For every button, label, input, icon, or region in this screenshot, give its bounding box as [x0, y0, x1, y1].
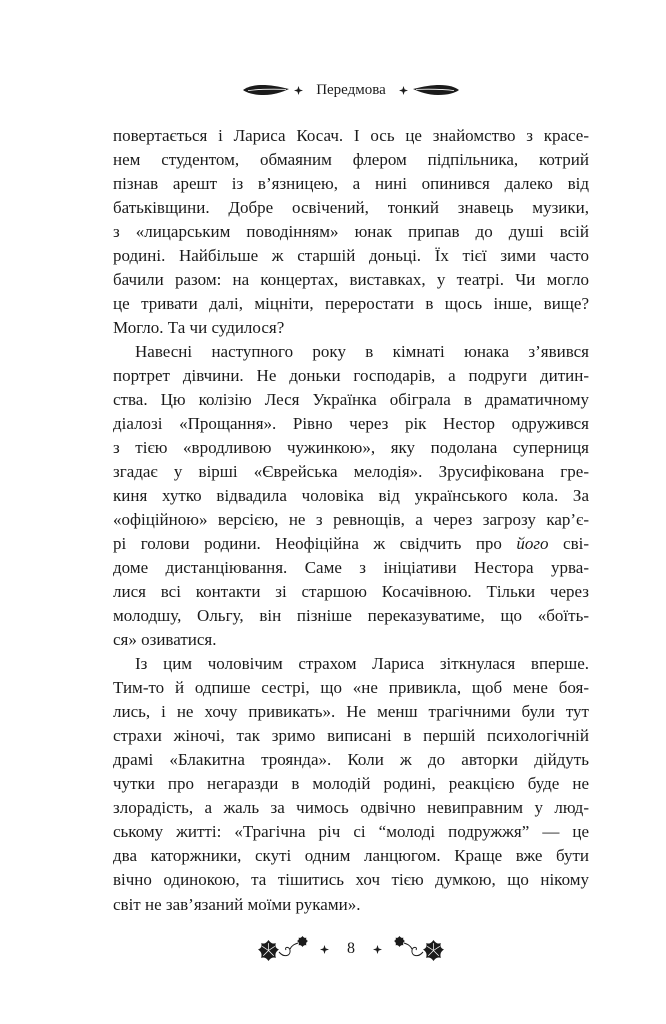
emphasis: його — [516, 534, 549, 554]
text-line: Тим-то й одпише сестрі, що «не привикла, щоб мене боя- — [113, 678, 589, 698]
text-segment: сві- — [548, 534, 589, 554]
text-line: родині. Найбільше ж старшій доньці. Їх тієї зими часто — [113, 246, 589, 266]
leaf-ornament-icon — [242, 83, 290, 97]
text-line: киня хутко відвадила чоловіка від українського кола. За — [113, 486, 589, 506]
star-ornament-icon — [294, 86, 303, 95]
running-header — [113, 80, 589, 100]
star-ornament-icon — [373, 945, 382, 954]
text-line: батьківщини. Добре освічений, тонкий знавець музики, — [113, 198, 589, 218]
text-line: ся» озиватися. — [113, 630, 217, 650]
text-line: лися всі контакти зі старшою Косачівною. Тільки через — [113, 582, 589, 602]
text-line: ства. Цю колізію Леся Українка обіграла в драматичному — [113, 390, 589, 410]
text-line: це тривати далі, міцніти, переростати в щось інше, вище? — [113, 294, 589, 314]
text-line: страхи жіночі, так зримо виписані в першій психологічній — [113, 726, 589, 746]
text-line: Із цим чоловічим страхом Лариса зіткнулася вперше. — [135, 654, 589, 674]
text-line: нем студентом, обмаяним флером підпільника, котрий — [113, 150, 589, 170]
page-number: 8 — [347, 940, 355, 957]
running-header-title: Передмова — [316, 82, 386, 98]
text-line: пізнав арешт із в’язницею, а нині опинився далеко від — [113, 174, 589, 194]
ivy-ornament-icon — [388, 936, 444, 962]
text-line: бачили разом: на концертах, виставках, у театрі. Чи могло — [113, 270, 589, 290]
text-line: з тією «вродливою чужинкою», яку подолана суперниця — [113, 438, 589, 458]
text-line: драмі «Блакитна троянда». Коли ж до авторки дійдуть — [113, 750, 589, 770]
text-line: чутки про негаразди в молодій родині, реакцією буде не — [113, 774, 589, 794]
paragraph — [113, 124, 589, 340]
ivy-ornament-icon — [258, 936, 314, 962]
text-line: з «лицарським поводінням» юнак припав до душі всій — [113, 222, 589, 242]
text-line: діалозі «Прощання». Рівно через рік Нестор одружився — [113, 414, 589, 434]
text-line: повертається і Лариса Косач. І ось це знайомство з красе- — [113, 126, 589, 145]
text-line — [113, 532, 589, 556]
page-footer — [113, 936, 589, 962]
star-ornament-icon — [320, 945, 329, 954]
star-ornament-icon — [399, 86, 408, 95]
text-line: злорадість, а жаль за чимось одвічно невиправним у люд- — [113, 798, 589, 818]
text-line: молодшу, Ольгу, він пізніше переказуватиме, що «боїть- — [113, 606, 589, 626]
text-line: ському житті: «Трагічна річ сі “молоді подружжя” — це — [113, 822, 589, 842]
text-line: згадає у вірші «Єврейська мелодія». Зрусифікована гре- — [113, 462, 589, 482]
paragraph — [113, 340, 589, 652]
main-text — [113, 124, 589, 917]
text-line: два каторжники, скуті одним ланцюгом. Краще вже бути — [113, 846, 589, 866]
paragraph — [113, 652, 589, 916]
text-line: лись, і не хочу привикать». Не менш трагічними були тут — [113, 702, 589, 722]
text-line: світ не зав’язаний моїми руками». — [113, 894, 361, 914]
text-line: доме дистанціювання. Саме з ініціативи Нестора урва- — [113, 558, 589, 578]
text-line: «офіційною» версією, не з ревнощів, а через загрозу кар’є- — [113, 510, 589, 530]
text-line: портрет дівчини. Не доньки господарів, а подруги дитин- — [113, 366, 589, 386]
leaf-ornament-icon — [412, 83, 460, 97]
text-segment: рі голови родини. Неофіційна ж свідчить про — [113, 534, 517, 554]
text-line: вічно одинокою, та тішитись хоч тією думкою, що нікому — [113, 870, 589, 890]
text-line: Могло. Та чи судилося? — [113, 318, 285, 338]
text-line: Навесні наступного року в кімнаті юнака з’явився — [135, 342, 589, 362]
